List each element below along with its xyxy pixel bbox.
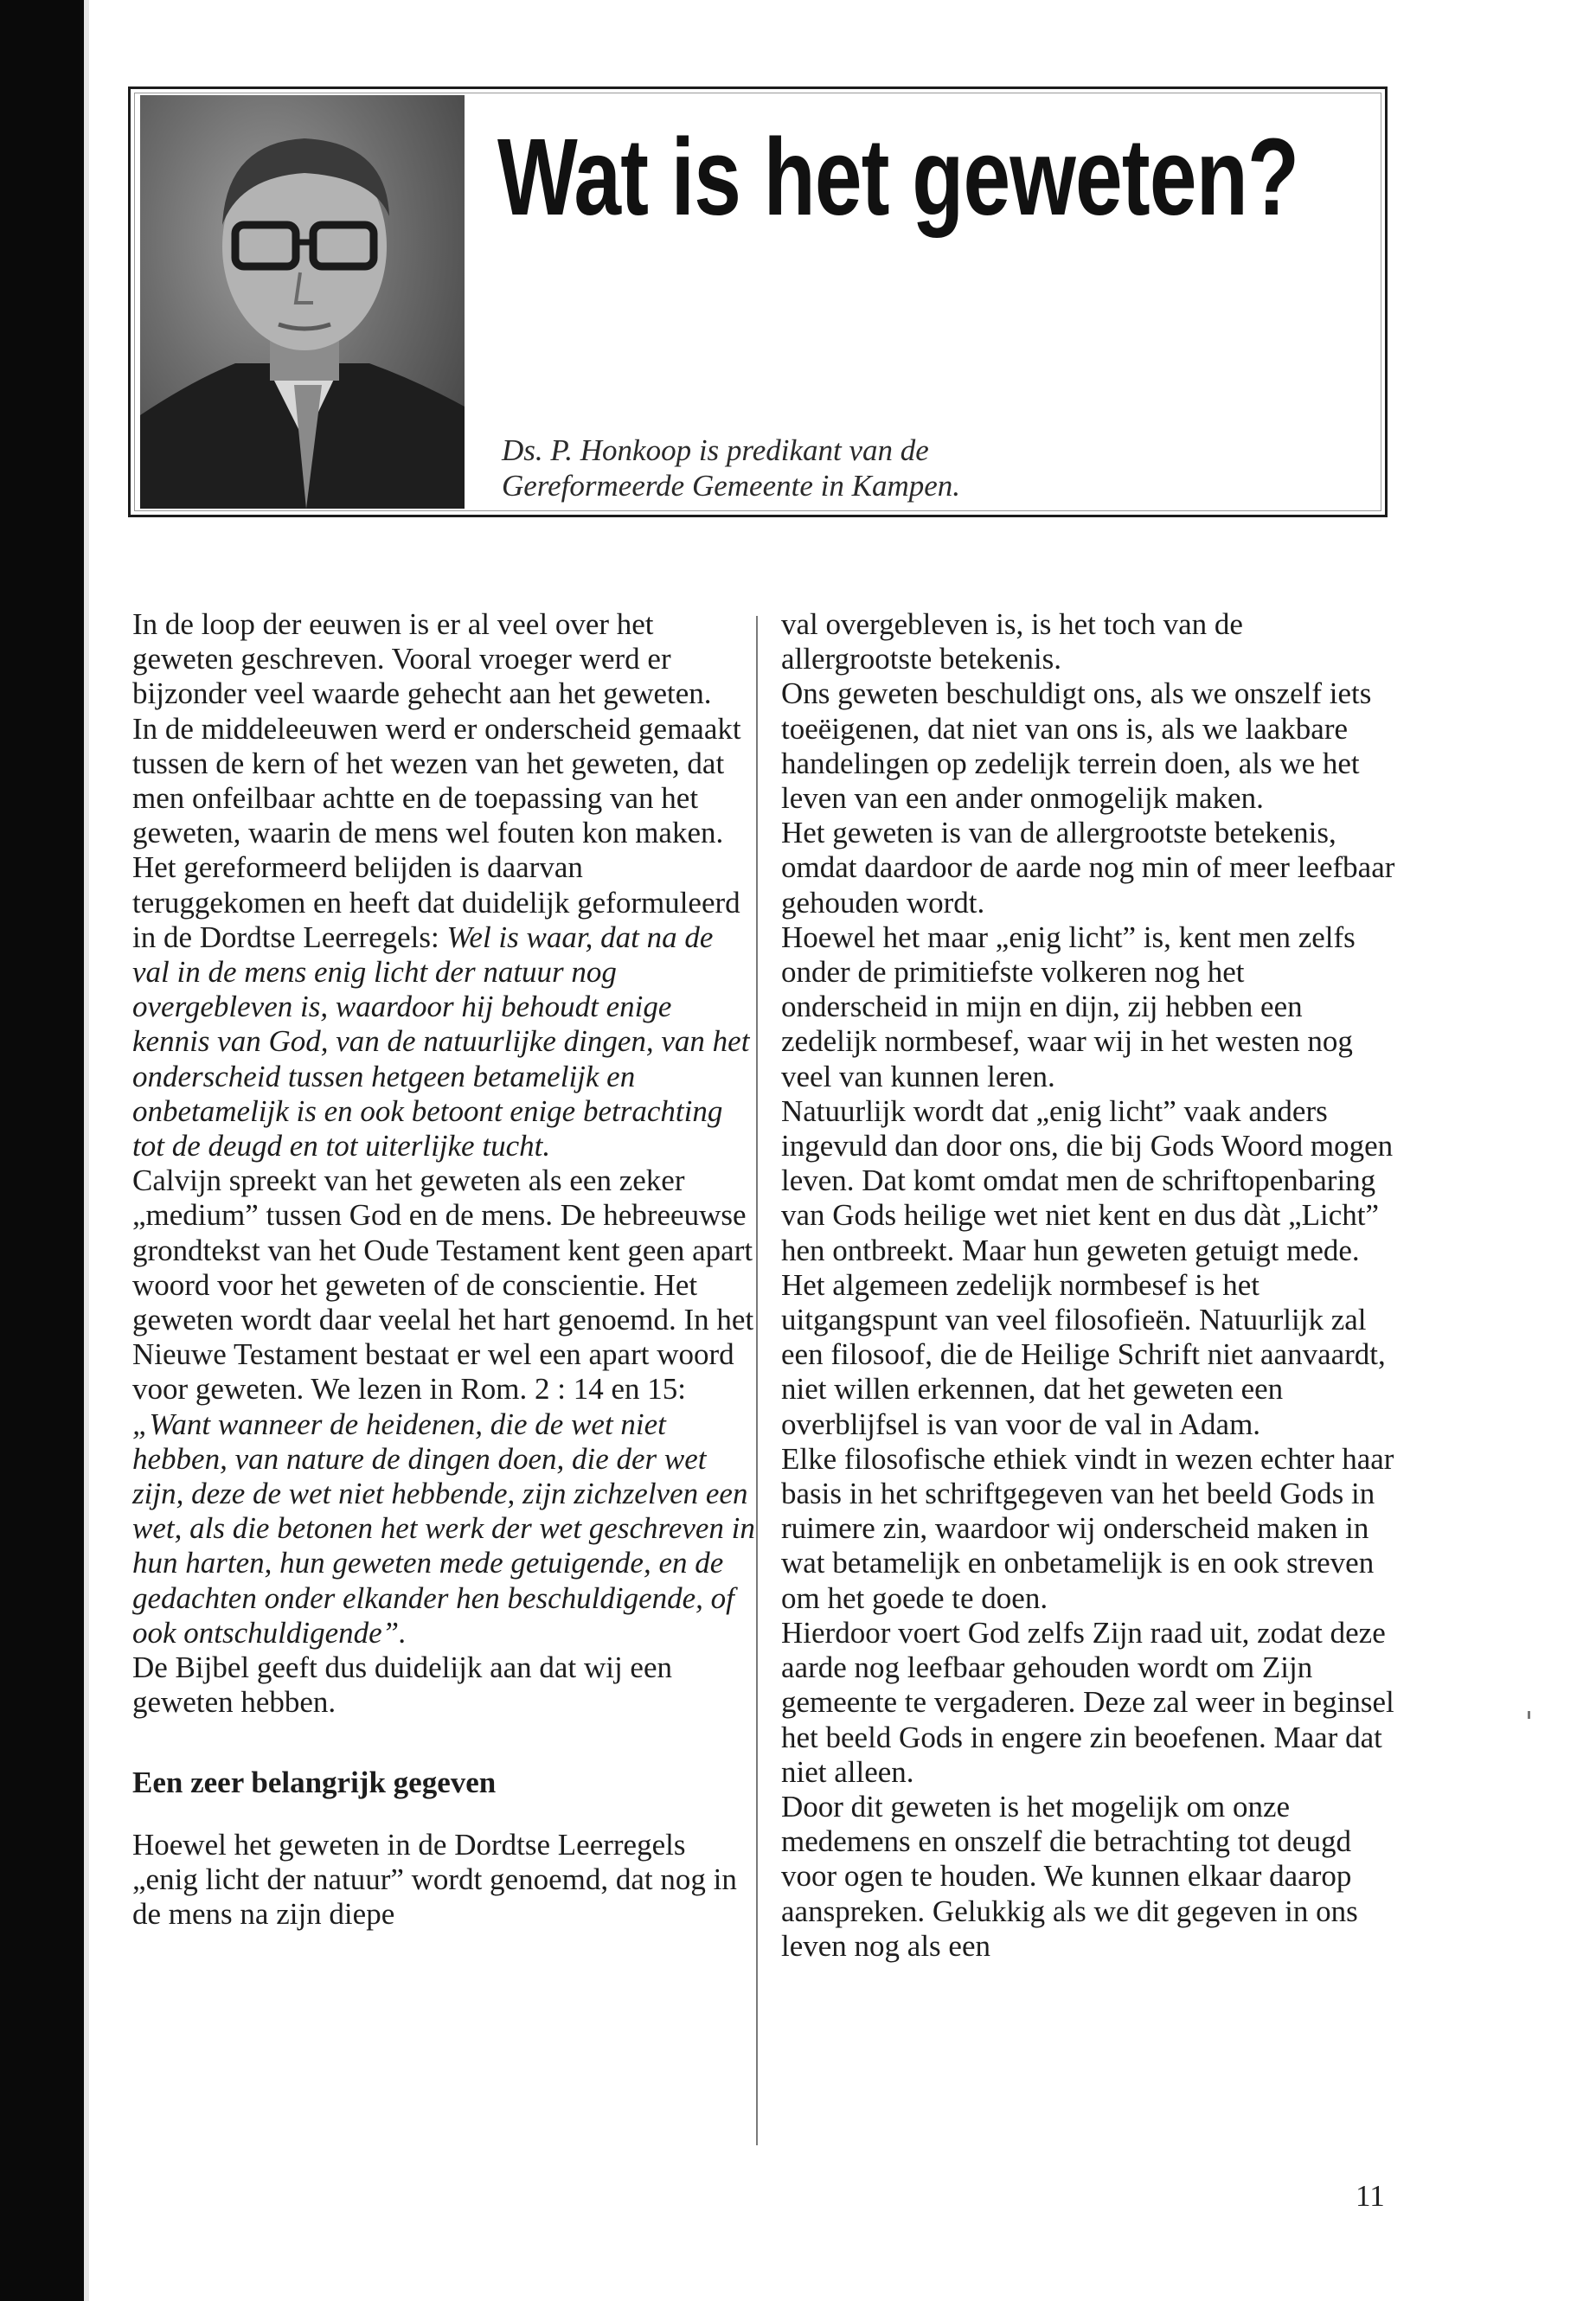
- paragraph: Het geweten is van de allergrootste betekenis, omdat daardoor de aarde nog min of meer leefbaar gehouden wordt.: [781, 816, 1395, 920]
- paragraph: In de middeleeuwen werd er onderscheid gemaakt tussen de kern of het wezen van het geweten, dat men onfeilbaar achtte en de toepassing van het geweten, waarin de mens wel fouten kon maken.: [132, 711, 741, 850]
- paragraph: Hoewel het geweten in de Dordtse Leerregels „enig licht der natuur” wordt genoemd, dat nog in de mens na zijn diepe: [132, 1827, 737, 1931]
- paragraph: In de loop der eeuwen is er al veel over het geweten geschreven. Vooral vroeger werd er bijzonder veel waarde gehecht aan het geweten.: [132, 607, 712, 711]
- page-number: 11: [1356, 2179, 1385, 2213]
- section-subheading: Een zeer belangrijk gegeven: [132, 1765, 497, 1799]
- left-column: [132, 607, 755, 1932]
- paragraph: De Bijbel geeft dus duidelijk aan dat wij een geweten hebben.: [132, 1650, 672, 1720]
- right-column: [781, 607, 1395, 1964]
- caption-line-1: Ds. P. Honkoop is predikant van de: [502, 433, 929, 467]
- paragraph: val overgebleven is, is het toch van de allergrootste betekenis.: [781, 607, 1243, 676]
- caption-line-2: Gereformeerde Gemeente in Kampen.: [502, 469, 961, 503]
- article-title: Wat is het geweten?: [497, 116, 1299, 238]
- portrait-illustration: [140, 95, 465, 509]
- paragraph-text: Het gereformeerd belijden is daarvan teruggekomen en heeft dat duidelijk geformuleerd in de Dordtse Leerregels:: [132, 850, 740, 954]
- romans-quote: „Want wanneer de heidenen, die de wet niet hebben, van nature de dingen doen, die der wet zijn, deze de wet niet hebbende, zijn zichzelven een wet, als die betonen het werk der wet geschreven in hun harten, hun geweten mede getuigende, en de gedachten onder elkander hen beschuldigende, of ook ontschuldigende”.: [132, 1407, 755, 1650]
- paragraph: Elke filosofische ethiek vindt in wezen echter haar basis in het schriftgegeven van het beeld Gods in ruimere zin, waardoor wij onderscheid maken in wat betamelijk en onbetamelijk is en ook streven om het goede te doen.: [781, 1441, 1394, 1615]
- paragraph: Door dit geweten is het mogelijk om onze medemens en onszelf die betrachting tot deugd voor ogen te houden. We kunnen elkaar daarop aanspreken. Gelukkig als we dit gegeven in ons leven nog als een: [781, 1789, 1358, 1963]
- page-spine-shadow: [0, 0, 84, 2301]
- paragraph: Hierdoor voert God zelfs Zijn raad uit, zodat deze aarde nog leefbaar gehouden wordt om Zijn gemeente te vergaderen. Deze zal weer in beginsel het beeld Gods in engere zin beoefenen. Maar dat niet alleen.: [781, 1615, 1394, 1789]
- paragraph: Hoewel het maar „enig licht” is, kent men zelfs onder de primitiefste volkeren nog het onderscheid in mijn en dijn, zij hebben een zedelijk normbesef, waar wij in het westen nog veel van kunnen leren.: [781, 920, 1356, 1093]
- author-portrait: [140, 95, 465, 509]
- print-speck: [1528, 1711, 1530, 1719]
- paragraph: Ons geweten beschuldigt ons, als we onszelf iets toeëigenen, dat niet van ons is, als we laakbare handelingen op zedelijk terrein doen, als we het leven van een ander onmogelijk maken.: [781, 676, 1372, 816]
- column-divider: [756, 616, 758, 2145]
- paragraph-with-quote: [132, 850, 755, 1163]
- paragraph: Het algemeen zedelijk normbesef is het uitgangspunt van veel filosofieën. Natuurlijk zal een filosoof, die de Heilige Schrift niet aanvaardt, niet willen erkennen, dat het geweten een overblijfsel is van voor de val in Adam.: [781, 1267, 1386, 1441]
- author-caption: [502, 433, 1367, 503]
- paragraph-with-quote: [132, 1163, 755, 1650]
- page-spine-edge: [84, 0, 89, 2301]
- paragraph-text: Calvijn spreekt van het geweten als een zeker „medium” tussen God en de mens. De hebreeuwse grondtekst van het Oude Testament kent geen apart woord voor het geweten of de conscientie. Het geweten wordt daar veelal het hart genoemd. In het Nieuwe Testament bestaat er wel een apart woord voor geweten. We lezen in Rom. 2 : 14 en 15:: [132, 1163, 754, 1407]
- dordtse-leerregels-quote: Wel is waar, dat na de val in de mens enig licht der natuur nog overgebleven is, waardoor hij behoudt enige kennis van God, van de natuurlijke dingen, van het onderscheid tussen hetgeen betamelijk en onbetamelijk is en ook betoont enige betrachting tot de deugd en tot uiterlijke tucht.: [132, 920, 750, 1163]
- paragraph: Natuurlijk wordt dat „enig licht” vaak anders ingevuld dan door ons, die bij Gods Woord mogen leven. Dat komt omdat men de schriftopenbaring van Gods heilige wet niet kent en dus dàt „Licht” hen ontbreekt. Maar hun geweten getuigt mede.: [781, 1093, 1394, 1267]
